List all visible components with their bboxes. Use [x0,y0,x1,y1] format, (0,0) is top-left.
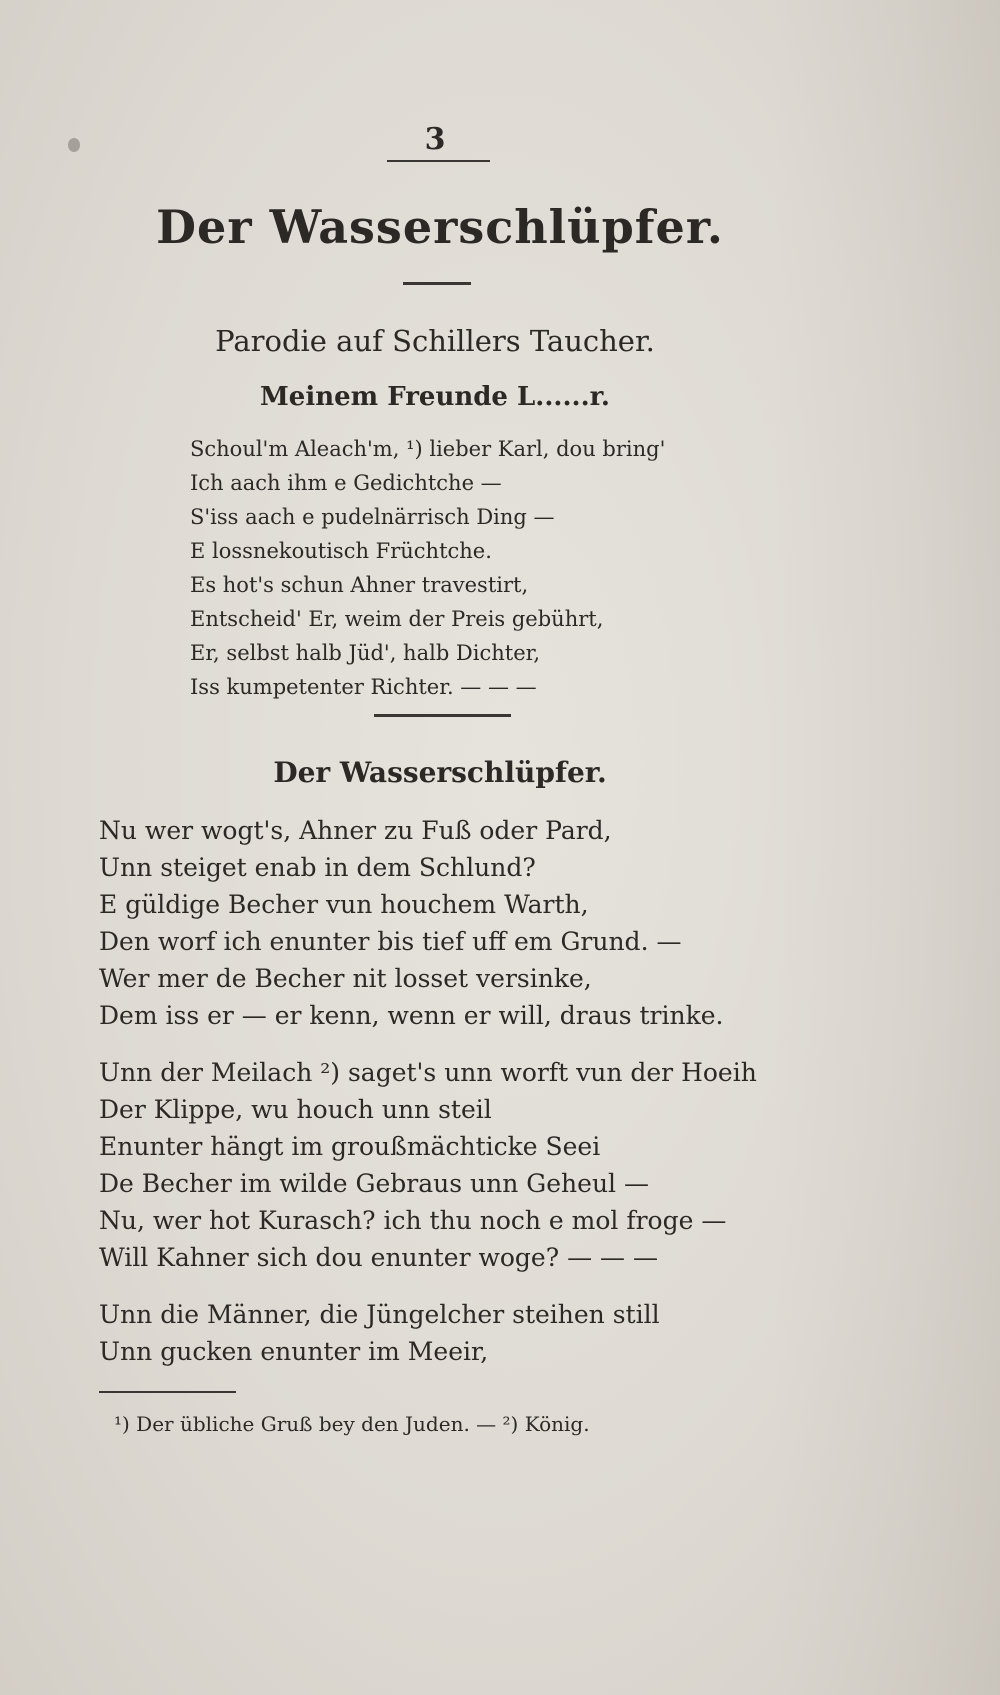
verse-line: Dem iss er — er kenn, wenn er will, draus trinke. [99,1001,724,1030]
verse-line: Unn die Männer, die Jüngelcher steihen still [99,1300,660,1329]
section-rule [374,714,511,717]
verse-line: Unn gucken enunter im Meeir, [99,1337,489,1366]
title-rule [403,282,471,285]
verse-line: Enunter hängt im groußmächticke Seei [99,1132,601,1161]
subtitle: Parodie auf Schillers Taucher. [215,324,655,358]
dedication-line: Es hot's schun Ahner travestirt, [190,573,529,597]
dedication-line: Iss kumpetenter Richter. — — — [190,675,537,699]
poem-title: Der Wasserschlüpfer. [273,756,607,789]
verse-line: Unn der Meilach ²) saget's unn worft vun der Hoeih [99,1058,757,1087]
dedication-line: Ich aach ihm e Gedichtche — [190,471,502,495]
dedication-line: Er, selbst halb Jüd', halb Dichter, [190,641,541,665]
dedication-line: Schoul'm Aleach'm, ¹) lieber Karl, dou bring' [190,437,666,461]
verse-line: E güldige Becher vun houchem Warth, [99,890,589,919]
main-title: Der Wasserschlüpfer. [156,200,724,254]
page-show-through-shading [770,0,1000,1695]
footnote-rule [99,1391,236,1393]
dedication-heading: Meinem Freunde L......r. [260,382,610,412]
verse-line: Nu, wer hot Kurasch? ich thu noch e mol froge — [99,1206,727,1235]
verse-line: De Becher im wilde Gebraus unn Geheul — [99,1169,649,1198]
stanza-2 [99,1054,757,1276]
dedication-verse [190,432,665,704]
page-number: 3 [424,122,446,157]
verse-line: Unn steiget enab in dem Schlund? [99,853,536,882]
verse-line: Der Klippe, wu houch unn steil [99,1095,492,1124]
page-number-rule [387,160,490,162]
dedication-line: S'iss aach e pudelnärrisch Ding — [190,505,555,529]
verse-line: Nu wer wogt's, Ahner zu Fuß oder Pard, [99,816,612,845]
stanza-1 [99,812,724,1034]
verse-line: Will Kahner sich dou enunter woge? — — — [99,1243,658,1272]
dedication-line: E lossnekoutisch Früchtche. [190,539,492,563]
verse-line: Den worf ich enunter bis tief uff em Grund. — [99,927,682,956]
footnote: ¹) Der übliche Gruß bey den Juden. — ²) König. [114,1412,590,1436]
dedication-line: Entscheid' Er, weim der Preis gebührt, [190,607,604,631]
stanza-3 [99,1296,660,1370]
verse-line: Wer mer de Becher nit losset versinke, [99,964,592,993]
